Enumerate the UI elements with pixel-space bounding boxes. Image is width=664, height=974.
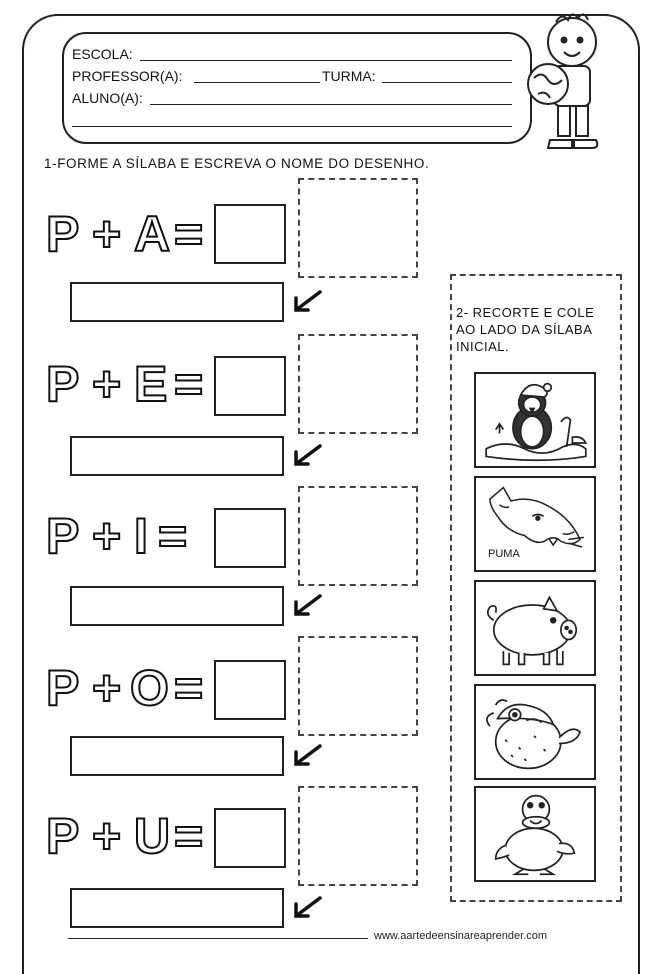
class-field[interactable] — [382, 82, 512, 83]
cut-card-fish[interactable] — [474, 684, 596, 780]
vowel-o: O — [130, 660, 169, 716]
letter-p-5: P — [46, 808, 80, 864]
penguin-icon — [476, 374, 594, 466]
cut-card-penguin[interactable] — [474, 372, 596, 468]
exercise2-line1: 2- RECORTE E COLE — [456, 305, 595, 320]
cut-card-pig[interactable] — [474, 580, 596, 676]
teacher-field[interactable] — [194, 82, 320, 83]
arrow-icon — [290, 288, 324, 316]
duck-icon — [476, 788, 594, 880]
puma-caption: PUMA — [488, 548, 520, 560]
letter-p-4: P — [46, 660, 80, 716]
vowel-e: E — [134, 356, 168, 412]
exercise2-instruction — [456, 304, 616, 355]
exercise1-instruction: 1-FORME A SÍLABA E ESCREVA O NOME DO DESENHO. — [44, 156, 430, 171]
teacher-label: PROFESSOR(A): — [72, 68, 183, 84]
letter-p-1: P — [46, 206, 80, 262]
equals-5: = — [174, 808, 204, 864]
plus-1: + — [92, 206, 122, 262]
exercise2-line2: AO LADO DA SÍLABA — [456, 322, 593, 337]
student-field[interactable] — [150, 104, 512, 105]
letter-p-3: P — [46, 508, 80, 564]
equals-2: = — [174, 356, 204, 412]
class-label: TURMA: — [322, 68, 376, 84]
word-box-1[interactable] — [70, 282, 284, 322]
syllable-box-3[interactable] — [214, 508, 286, 568]
letter-p-2: P — [46, 356, 80, 412]
school-label: ESCOLA: — [72, 46, 133, 62]
vowel-i: I — [134, 508, 148, 564]
picture-slot-2[interactable] — [298, 334, 418, 434]
equals-3: = — [158, 508, 188, 564]
syllable-box-5[interactable] — [214, 808, 286, 868]
extra-line — [72, 126, 512, 127]
cut-card-duck[interactable] — [474, 786, 596, 882]
student-label: ALUNO(A): — [72, 90, 143, 106]
school-field[interactable] — [140, 60, 512, 61]
cut-card-puma[interactable] — [474, 476, 596, 572]
syllable-box-4[interactable] — [214, 660, 286, 720]
arrow-icon — [290, 442, 324, 470]
equals-4: = — [174, 660, 204, 716]
equals-1: = — [174, 206, 204, 262]
footer-url: www.aartedeensinareaprender.com — [374, 930, 548, 942]
picture-slot-3[interactable] — [298, 486, 418, 586]
plus-2: + — [92, 356, 122, 412]
exercise2-line3: INICIAL. — [456, 339, 510, 354]
picture-slot-4[interactable] — [298, 636, 418, 736]
fish-icon — [476, 686, 594, 778]
word-box-5[interactable] — [70, 888, 284, 928]
pig-icon — [476, 582, 594, 674]
plus-5: + — [92, 808, 122, 864]
kid-globe-icon — [520, 8, 620, 156]
word-box-4[interactable] — [70, 736, 284, 776]
word-box-3[interactable] — [70, 586, 284, 626]
footer-rule — [68, 938, 368, 939]
arrow-icon — [290, 894, 324, 922]
syllable-box-1[interactable] — [214, 204, 286, 264]
vowel-a: A — [134, 206, 171, 262]
arrow-icon — [290, 742, 324, 770]
word-box-2[interactable] — [70, 436, 284, 476]
picture-slot-5[interactable] — [298, 786, 418, 886]
vowel-u: U — [134, 808, 171, 864]
plus-3: + — [92, 508, 122, 564]
syllable-box-2[interactable] — [214, 356, 286, 416]
plus-4: + — [92, 660, 122, 716]
arrow-icon — [290, 592, 324, 620]
picture-slot-1[interactable] — [298, 178, 418, 278]
